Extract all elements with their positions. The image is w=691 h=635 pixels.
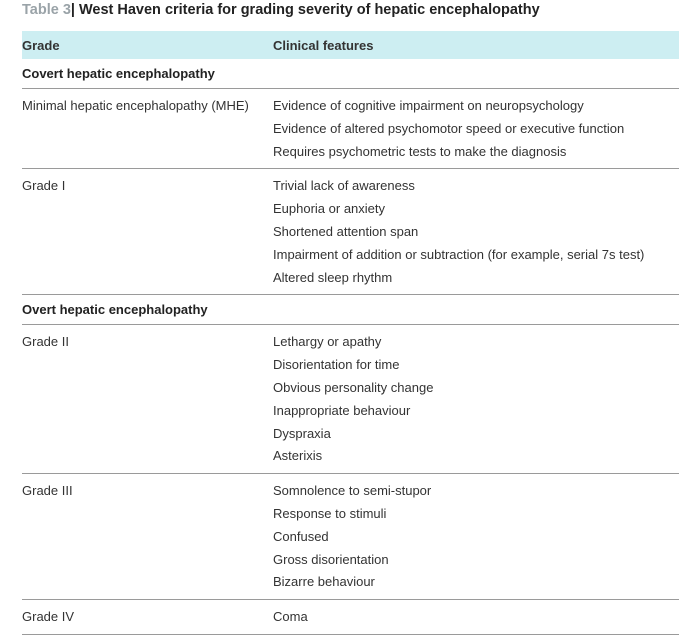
table-row xyxy=(22,474,679,600)
table-row xyxy=(22,325,679,474)
clinical-feature: Evidence of altered psychomotor speed or executive function xyxy=(273,120,625,136)
clinical-feature: Somnolence to semi-stupor xyxy=(273,483,432,499)
column-header-grade: Grade xyxy=(22,37,60,53)
clinical-feature: Asterixis xyxy=(273,448,323,464)
grade-cell: Grade II xyxy=(22,334,69,350)
clinical-feature: Requires psychometric tests to make the diagnosis xyxy=(273,143,567,159)
clinical-feature: Confused xyxy=(273,528,329,544)
clinical-features-cell xyxy=(273,331,679,468)
clinical-feature: Bizarre behaviour xyxy=(273,574,375,590)
section-heading: Covert hepatic encephalopathy xyxy=(22,59,679,89)
clinical-features-cell xyxy=(273,95,679,163)
table-row xyxy=(22,89,679,169)
clinical-features-cell xyxy=(273,480,679,594)
grade-cell: Minimal hepatic encephalopathy (MHE) xyxy=(22,98,249,113)
table-body xyxy=(22,59,679,635)
grade-cell: Grade I xyxy=(22,178,66,194)
clinical-features-cell xyxy=(273,175,679,289)
grade-cell: Grade IV xyxy=(22,609,75,625)
table-title xyxy=(22,2,540,18)
clinical-feature: Altered sleep rhythm xyxy=(273,269,393,285)
table-row xyxy=(22,600,679,635)
grade-cell: Grade III xyxy=(22,483,73,499)
clinical-feature: Response to stimuli xyxy=(273,505,387,521)
clinical-feature: Disorientation for time xyxy=(273,357,400,373)
clinical-feature: Trivial lack of awareness xyxy=(273,178,415,194)
title-separator: | xyxy=(70,2,75,18)
clinical-feature: Evidence of cognitive impairment on neuropsychology xyxy=(273,98,584,113)
clinical-feature: Lethargy or apathy xyxy=(273,334,382,350)
clinical-feature: Impairment of addition or subtraction (for example, serial 7s test) xyxy=(273,246,645,262)
column-header-clinical-features: Clinical features xyxy=(273,37,374,53)
table-number: Table 3 xyxy=(22,2,71,18)
section-heading: Overt hepatic encephalopathy xyxy=(22,295,679,325)
clinical-feature: Obvious personality change xyxy=(273,379,434,395)
table-row xyxy=(22,169,679,295)
table-header-row xyxy=(22,31,679,59)
clinical-feature: Dyspraxia xyxy=(273,425,331,441)
clinical-features-cell xyxy=(273,606,679,629)
table-caption: West Haven criteria for grading severity of hepatic encephalopathy xyxy=(78,2,540,18)
grading-table xyxy=(22,31,679,635)
clinical-feature: Gross disorientation xyxy=(273,551,389,567)
clinical-feature: Inappropriate behaviour xyxy=(273,402,411,418)
clinical-feature: Coma xyxy=(273,609,308,625)
clinical-feature: Shortened attention span xyxy=(273,223,419,239)
clinical-feature: Euphoria or anxiety xyxy=(273,201,386,217)
